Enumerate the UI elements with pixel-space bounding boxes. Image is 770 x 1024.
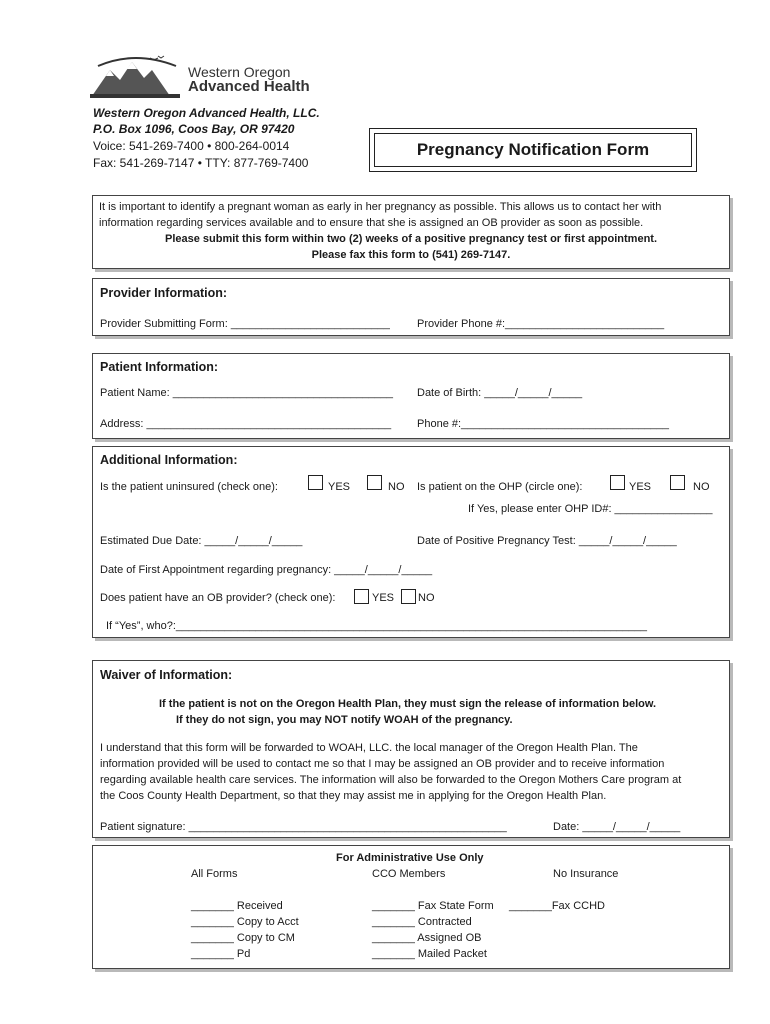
logo-line1: Western Oregon [188, 64, 291, 80]
admin-col1-item[interactable]: _______ Copy to CM [191, 932, 295, 944]
ohp-yes-checkbox[interactable] [610, 475, 625, 490]
admin-col2-head: CCO Members [372, 868, 446, 880]
ohp-yes-label: YES [629, 481, 652, 493]
ob-provider-question: Does patient have an OB provider? (check one): [100, 592, 336, 604]
waiver-section [92, 660, 730, 838]
admin-col1-head: All Forms [191, 868, 238, 880]
ohp-no-label: NO [693, 481, 710, 493]
ob-no-checkbox[interactable] [401, 589, 416, 604]
additional-section [92, 446, 730, 638]
admin-col2-item[interactable]: _______ Assigned OB [372, 932, 482, 944]
intro-line4: Please fax this form to (541) 269-7147. [311, 249, 511, 261]
intro-line3: Please submit this form within two (2) weeks of a positive pregnancy test or first appointment. [164, 233, 658, 245]
admin-col1-item[interactable]: _______ Copy to Acct [191, 916, 299, 928]
first-appt-field[interactable]: Date of First Appointment regarding pregnancy: _____/_____/_____ [100, 564, 433, 576]
intro-box [92, 195, 730, 269]
uninsured-no-checkbox[interactable] [367, 475, 382, 490]
ohp-id-field[interactable]: If Yes, please enter OHP ID#: ________________ [468, 503, 713, 515]
ohp-question: Is patient on the OHP (circle one): [417, 481, 583, 493]
org-fax: Fax: 541-269-7147 • TTY: 877-769-7400 [93, 156, 309, 170]
admin-section [92, 845, 730, 969]
mountain-logo-icon [90, 52, 180, 100]
admin-col2-item[interactable]: _______ Contracted [372, 916, 472, 928]
admin-col1-item[interactable]: _______ Received [191, 900, 283, 912]
patient-title: Patient Information: [100, 360, 219, 374]
additional-title: Additional Information: [100, 453, 238, 467]
waiver-warning-2: If they do not sign, you may NOT notify WOAH of the pregnancy. [176, 714, 513, 726]
intro-line1: It is important to identify a pregnant woman as early in her pregnancy as possible. This allows us to contact her with [99, 201, 662, 213]
positive-test-field[interactable]: Date of Positive Pregnancy Test: _____/_____/_____ [417, 535, 677, 547]
signature-date-field[interactable]: Date: _____/_____/_____ [553, 821, 681, 833]
admin-col3-head: No Insurance [553, 868, 619, 880]
org-po-box: P.O. Box 1096, Coos Bay, OR 97420 [93, 122, 295, 136]
uninsured-yes-checkbox[interactable] [308, 475, 323, 490]
provider-title: Provider Information: [100, 286, 228, 300]
org-voice: Voice: 541-269-7400 • 800-264-0014 [93, 139, 290, 153]
patient-signature-field[interactable]: Patient signature: ____________________________________________________ [100, 821, 507, 833]
provider-phone-field[interactable]: Provider Phone #:__________________________ [417, 318, 665, 330]
uninsured-question: Is the patient uninsured (check one): [100, 481, 278, 493]
patient-phone-field[interactable]: Phone #:__________________________________ [417, 418, 670, 430]
waiver-title: Waiver of Information: [100, 668, 233, 682]
patient-address-field[interactable]: Address: ________________________________________ [100, 418, 392, 430]
patient-dob-field[interactable]: Date of Birth: _____/_____/_____ [417, 387, 583, 399]
admin-col2-item[interactable]: _______ Fax State Form [372, 900, 494, 912]
provider-section [92, 278, 730, 336]
ob-no-label: NO [418, 592, 435, 604]
patient-section [92, 353, 730, 439]
form-title-inner [374, 133, 692, 167]
provider-submitting-field[interactable]: Provider Submitting Form: __________________________ [100, 318, 390, 330]
admin-col3-item[interactable]: _______Fax CCHD [509, 900, 605, 912]
admin-col2-item[interactable]: _______ Mailed Packet [372, 948, 487, 960]
due-date-field[interactable]: Estimated Due Date: _____/_____/_____ [100, 535, 303, 547]
waiver-warning-1: If the patient is not on the Oregon Health Plan, they must sign the release of information below. [159, 698, 657, 710]
ob-who-field[interactable]: If “Yes”, who?:_____________________________________________________________________________ [106, 620, 647, 632]
patient-name-field[interactable]: Patient Name: ____________________________________ [100, 387, 393, 399]
admin-title: For Administrative Use Only [336, 852, 484, 864]
org-name: Western Oregon Advanced Health, LLC. [93, 106, 320, 120]
waiver-paragraph-3: regarding available health care services. The information will also be forwarded to the Oregon Mothers Care program at [100, 774, 682, 786]
waiver-paragraph-1: I understand that this form will be forwarded to WOAH, LLC. the local manager of the Oregon Health Plan. The [100, 742, 638, 754]
uninsured-yes-label: YES [328, 481, 351, 493]
waiver-paragraph-2: information provided will be used to contact me so that I may be assigned an OB provider and to receive information [100, 758, 665, 770]
form-title: Pregnancy Notification Form [416, 140, 650, 159]
ohp-no-checkbox[interactable] [670, 475, 685, 490]
waiver-paragraph-4: the Coos County Health Department, so that they may assist me in applying for the Oregon Health Plan. [100, 790, 607, 802]
ob-yes-label: YES [372, 592, 395, 604]
intro-line2: information regarding services available and to ensure that she is assigned an OB provider as soon as possible. [99, 217, 644, 229]
ob-yes-checkbox[interactable] [354, 589, 369, 604]
admin-col1-item[interactable]: _______ Pd [191, 948, 251, 960]
logo-line2: Advanced Health [188, 78, 310, 95]
logo [90, 52, 310, 100]
uninsured-no-label: NO [388, 481, 405, 493]
